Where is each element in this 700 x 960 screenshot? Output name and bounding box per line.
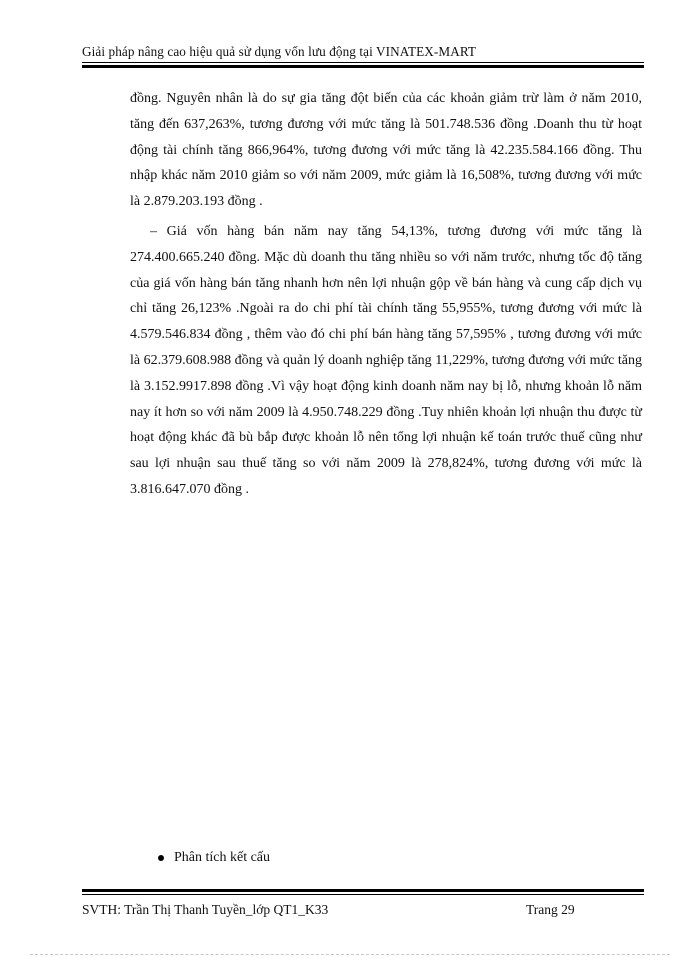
paragraph-text: đồng. Nguyên nhân là do sự gia tăng đột biến của các khoản giảm trừ làm ở năm 2010, tăng đến 637,263%, tương đương với mức tăng là 501.748.536 đồng .Doanh thu từ hoạt động tài chính tăng 866,964%, tương đương với mức tăng là 42.235.584.166 đồng. Thu nhập khác năm 2010 giảm so với năm 2009, mức giảm là 16,508%, tương đương với mức là 2.879.203.193 đồng . — [130, 91, 642, 210]
footer-author: SVTH: Trần Thị Thanh Tuyền_lớp QT1_K33 — [82, 902, 329, 917]
footer-rule-thick — [82, 889, 644, 892]
header-rule-thin — [82, 62, 644, 63]
paragraph-text: – Giá vốn hàng bán năm nay tăng 54,13%, tương đương với mức tăng là 274.400.665.240 đồng. Mặc dù doanh thu tăng nhiều so với năm trước, nhưng tốc độ tăng của giá vốn hàng bán tăng nhanh hơn nên lợi nhuận gộp về bán hàng và cung cấp dịch vụ chỉ tăng 26,123% .Ngoài ra do chi phí tài chính tăng 55,955%, tương đương với mức là 4.579.546.834 đồng , thêm vào đó chi phí bán hàng tăng 57,595% , tương đương với mức là 62.379.608.988 đồng và quản lý doanh nghiệp tăng 11,229%, tương đương với mức tăng là 3.152.9917.898 đồng .Vì vậy hoạt động kinh doanh năm nay bị lỗ, nhưng khoản lỗ năm nay ít hơn so với năm 2009 là 4.950.748.229 đồng .Tuy nhiên khoản lợi nhuận thu được từ hoạt động khác đã bù bắp được khoản lỗ nên tổng lợi nhuận kế toán trước thuế cũng như sau lợi nhuận sau thuế tăng so với năm 2009 là 278,824%, tương đương với mức là 3.816.647.070 đồng . — [130, 224, 642, 497]
header-rule-thick — [82, 65, 644, 68]
footer-page-number: Trang 29 — [526, 902, 575, 917]
page-edge-divider — [30, 954, 670, 955]
running-header: Giải pháp nâng cao hiệu quả sử dụng vốn lưu động tại VINATEX-MART — [82, 44, 477, 59]
body-paragraph-2 — [130, 219, 642, 503]
bullet-label: Phân tích kết cấu — [174, 850, 271, 865]
bullet-dot-icon — [158, 855, 164, 861]
body-paragraph-1 — [130, 86, 642, 215]
section-bullet — [158, 850, 270, 866]
footer-rule-thin — [82, 894, 644, 895]
